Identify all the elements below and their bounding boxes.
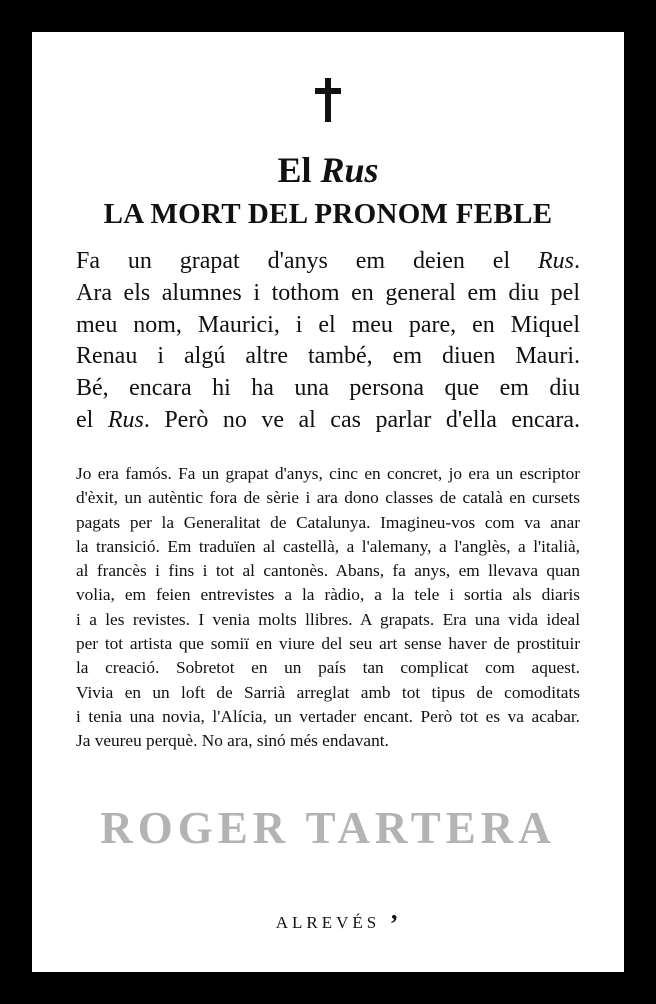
body-line: Ja veureu perquè. No ara, sinó més endavant.	[76, 731, 389, 751]
body-paragraph	[76, 462, 580, 754]
body-line: Vivia en un loft de Sarrià arreglat amb tot tipus de comoditats	[76, 682, 580, 702]
body-line: la transició. Em traduïen al castellà, a l'alemany, a l'anglès, a l'italià,	[76, 536, 580, 556]
publisher-name: ALREVÉS	[275, 913, 381, 932]
intro-line: meu nom, Maurici, i el meu pare, en Miquel	[76, 311, 580, 338]
book-subtitle: LA MORT DEL PRONOM FEBLE	[103, 198, 553, 230]
body-line: volia, em feien entrevistes a la ràdio, a la tele i sortia als diaris	[76, 585, 580, 605]
intro-line: Bé, encara hi ha una persona que em diu	[76, 375, 580, 402]
book-title	[32, 150, 624, 190]
body-line: per tot artista que somiï en viure del seu art sense haver de prostituir	[76, 634, 580, 654]
latin-cross-icon	[32, 78, 624, 126]
intro-paragraph	[76, 246, 580, 437]
body-line: pagats per la Generalitat de Catalunya. Imagineu-vos com va anar	[76, 512, 580, 532]
body-line: i a les revistes. I venia molts llibres. A grapats. Era una vida ideal	[76, 609, 580, 629]
publisher-logo	[32, 896, 624, 934]
title-prefix: El	[277, 150, 312, 190]
body-line: d'èxit, un autèntic fora de sèrie i ara dono classes de català en cursets	[76, 488, 580, 508]
body-line: la creació. Sobretot en un país tan complicat com aquest.	[76, 658, 580, 678]
intro-line: Renau i algú altre també, em diuen Mauri.	[76, 343, 580, 370]
intro-line: el Rus. Però no ve al cas parlar d'ella encara.	[76, 406, 580, 433]
publisher-comma-mark: ,	[391, 896, 402, 925]
title-italic: Rus	[320, 150, 379, 190]
body-line: Jo era famós. Fa un grapat d'anys, cinc en concret, jo era un escriptor	[76, 464, 580, 483]
intro-line: Fa un grapat d'anys em deien el Rus.	[76, 248, 580, 274]
body-line: i tenia una novia, l'Alícia, un vertader encant. Però tot es va acabar.	[76, 706, 580, 726]
book-cover	[32, 32, 624, 972]
intro-line: Ara els alumnes i tothom en general em diu pel	[76, 279, 580, 306]
body-line: al francès i fins i tot al cantonès. Abans, fa anys, em llevava quan	[76, 561, 580, 581]
author-name: ROGER TARTERA	[100, 803, 556, 853]
